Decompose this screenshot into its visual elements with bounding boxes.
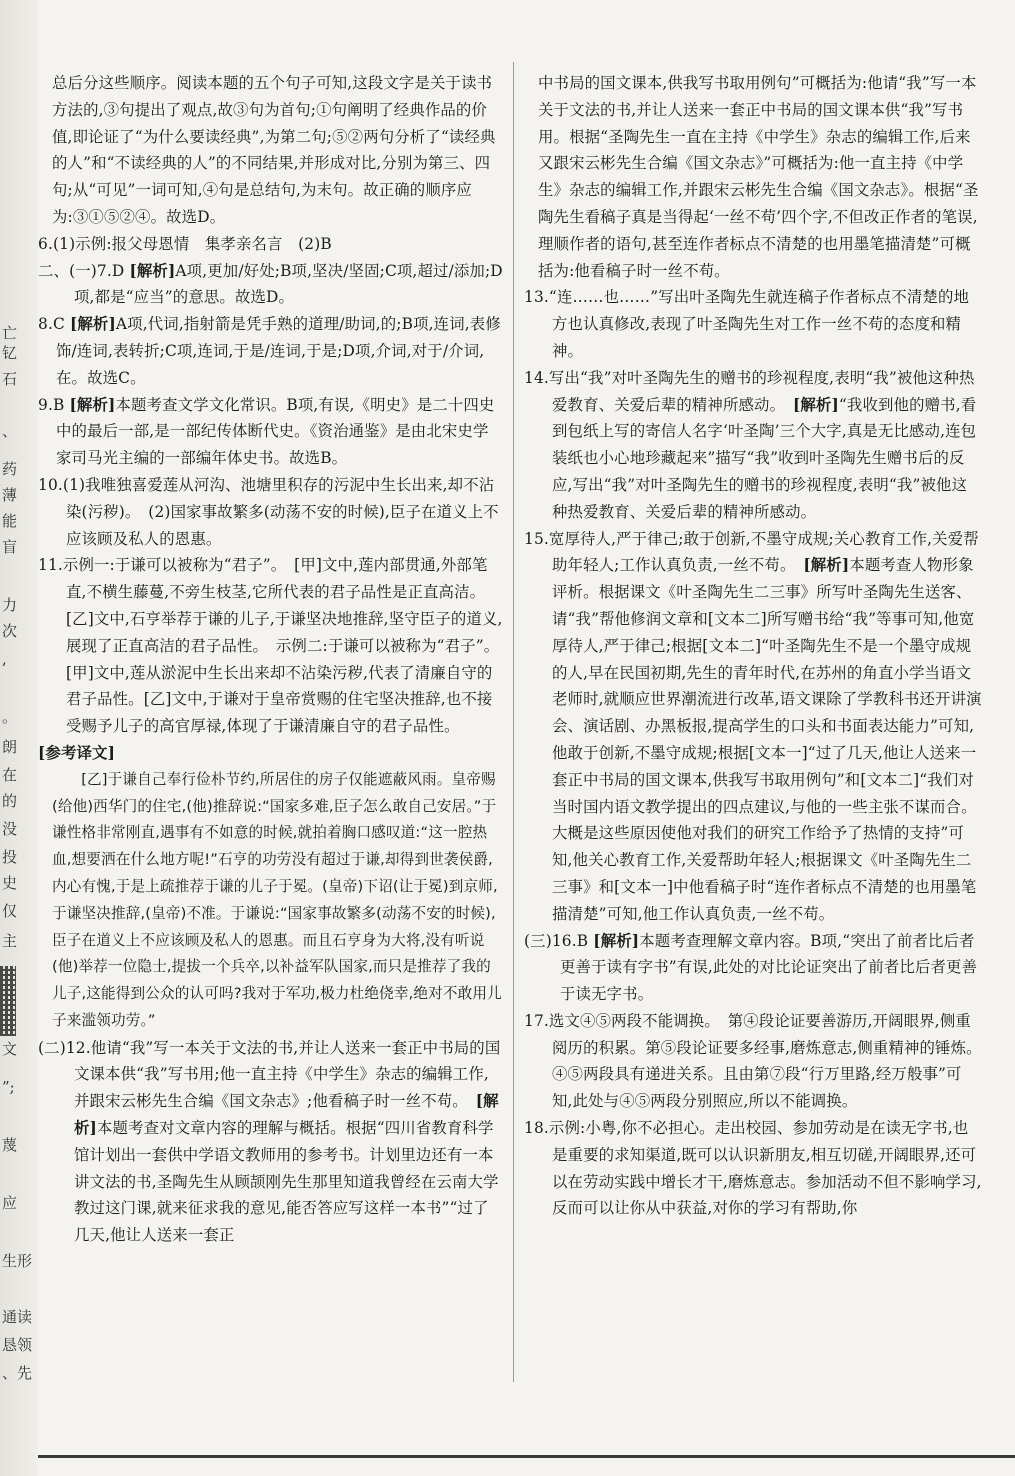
answer-text: 本题考查人物形象评析。根据课文《叶圣陶先生二三事》所写叶圣陶先生送客、请“我”帮他修润文章和[文本二]所写赠书给“我”等事可知,他宽厚待人,严于律己;根据[文本二]“叶圣陶先生不是一个墨守成规的人,早在民国初期,先生的青年时代,在苏州的角直小学当语文老师时,就顺应世界潮流进行改革,语文课除了学教科书还开讲演会、演话剧、办黑板报,提高学生的口头和书面表达能力”可知,他敢于创新,不墨守成规;根据[文本一]“过了几天,他让人送来一套正中书局的国文课本,供我写书取用例句”和[文本二]“我们对当时国内语文教学提出的四点建议,与他的一些主张不谋而合。大概是这些原因使他对我们的研究工作给予了热情的支持”可知,他关心教育工作,关爱帮助年轻人;根据课文《叶圣陶先生二三事》和[文本一]中他看稿子时“连作者标点不清楚的也用墨笔描清楚”可知,他工作认真负责,一丝不苟。 — [552, 556, 982, 923]
answer-q9 — [38, 392, 504, 472]
answer-text: 本题考查对文章内容的理解与概括。根据“四川省教育科学馆计划出一套供中学语文教师用的参考书。计划里边还有一本讲文法的书,圣陶先生从顾颉刚先生那里知道我曾经在云南大学教过这门课,就来征求我的意见,能否答应写这样一本书”“过了几天,他让人送来一套正 — [74, 1119, 499, 1245]
gutter-char: 主 — [2, 932, 18, 950]
analysis-tag: [解析] — [69, 315, 116, 334]
answer-column-left — [38, 70, 508, 1249]
answer-q13: 13.“连……也……”写出叶圣陶先生就连稿子作者标点不清楚的地方也认真修改,表现了叶圣陶先生对工作一丝不苟的态度和精神。 — [524, 288, 970, 360]
analysis-tag: [解析] — [593, 931, 640, 950]
answer-continuation: 总后分这些顺序。阅读本题的五个句子可知,这段文字是关于读书方法的,③句提出了观点,故③句为首句;①句阐明了经典作品的价值,即论证了“为什么要读经典”,为第二句;⑤②两句分析了“读经典的人”和“不读经典的人”的不同结果,并形成对比,分别为第三、四句;从“可见”一词可知,④句是总结句,为末句。故正确的顺序应为:③①⑤②④。故选D。 — [52, 74, 496, 226]
answer-text: 本题考查理解文章内容。B项,“突出了前者比后者更善于读有字书”有误,此处的对比论证突出了前者比后者更善于读无字书。 — [560, 931, 978, 1004]
answer-q17: 17.选文④⑤两段不能调换。 第④段论证要善游历,开阔眼界,侧重阅历的积累。第⑤段论证要多经事,磨炼意志,侧重精神的锤炼。④⑤两段具有递进关系。且由第⑦段“行万里路,经万般事”可知,此处与④⑤两段分别照应,所以不能调换。 — [524, 1011, 982, 1111]
gutter-char: 应 — [2, 1194, 18, 1212]
gutter-char: 蔑 — [2, 1136, 18, 1154]
answer-q8 — [38, 311, 504, 391]
gutter-char: 药 — [2, 460, 18, 478]
answer-q10: 10.(1)我唯独喜爱莲从河沟、池塘里积存的污泥中生长出来,却不沾染(污秽)。 (2)国家事故繁多(动荡不安的时候),臣子在道义上不应该顾及私人的恩惠。 — [38, 475, 499, 548]
column-divider — [513, 62, 514, 1382]
gutter-char: 石 — [2, 370, 18, 388]
answer-number: 9.B — [38, 395, 70, 414]
analysis-tag: [解析] — [129, 261, 176, 280]
answer-q7 — [38, 258, 504, 312]
answer-text: “我收到他的赠书,看到包纸上写的寄信人名字‘叶圣陶’三个大字,真是无比感动,连包装纸也小心地珍藏起来”描写“我”收到叶圣陶先生赠书后的反应,写出“我”对叶圣陶先生的赠书的珍视程度,表明“我”被他这种热爱教育、关爱后辈的精神所感动。 — [552, 395, 977, 521]
translation-text: [乙]于谦自己奉行俭朴节约,所居住的房子仅能遮蔽风雨。皇帝赐(给他)西华门的住宅,(他)推辞说:“国家多难,臣子怎么敢自己安居。”于谦性格非常刚直,遇事有不如意的时候,就拍着胸口感叹道:“这一腔热血,想要洒在什么地方呢!”石亨的功劳没有超过于谦,却得到世袭侯爵,内心有愧,于是上疏推荐于谦的儿子于冕。(皇帝)下诏(让于冕)到京师,于谦坚决推辞,(皇帝)不准。于谦说:“国家事故繁多(动荡不安的时候),臣子在道义上不应该顾及私人的恩惠。而且石亨身为大将,没有听说(他)举荐一位隐士,提拔一个兵卒,以补益军队国家,而只是推荐了我的儿子,这能得到公众的认可吗?我对于军功,极力杜绝侥幸,绝对不敢用儿子来滥领功劳。” — [52, 770, 502, 1029]
gutter-char: 次 — [2, 622, 18, 640]
page-bottom-rule — [38, 1455, 1015, 1458]
answer-column-right — [524, 70, 982, 1222]
answer-q6: 6.(1)示例:报父母恩情 集孝亲名言 (2)B — [38, 234, 332, 253]
answer-text: 14.写出“我”对叶圣陶先生的赠书的珍视程度,表明“我”被他这种热爱教育、关爱后辈的精神所感动。 — [524, 368, 975, 414]
gutter-char: 史 — [2, 874, 18, 892]
analysis-tag: [解析] — [69, 395, 116, 414]
answer-text: A项,代词,指射箭是凭手熟的道理/助词,的;B项,连词,表修饰/连词,表转折;C项,连词,于是/连词,于是;D项,介词,对于/介词,在。故选C。 — [56, 315, 501, 387]
analysis-tag: [解析] — [803, 556, 850, 575]
gutter-char: 仅 — [2, 902, 18, 920]
answer-q16 — [524, 928, 982, 1008]
answer-number: (三)16.B — [524, 931, 594, 950]
left-gutter-bleed — [0, 0, 38, 1476]
analysis-tag: [解析] — [74, 1092, 499, 1138]
translation-heading: [参考译文] — [38, 743, 116, 762]
analysis-tag: [解析] — [792, 395, 839, 414]
gutter-char: 恳领 — [2, 1336, 33, 1354]
qr-code-icon — [0, 966, 16, 1036]
gutter-char: 朗 — [2, 738, 18, 756]
gutter-char: 没 — [2, 820, 18, 838]
gutter-char: 、 — [2, 422, 18, 440]
gutter-char: 、先 — [2, 1364, 33, 1382]
answer-q11: 11.示例一:于谦可以被称为“君子”。 [甲]文中,莲内部贯通,外部笔直,不横生藤蔓,不旁生枝茎,它所代表的君子品性是正直高洁。[乙]文中,石亨举荐于谦的儿子,于谦坚决地推辞,坚守臣子的道义,展现了正直高洁的君子品性。 示例二:于谦可以被称为“君子”。 [甲]文中,莲从淤泥中生长出来却不沾染污秽,代表了清廉自守的君子品性。[乙]文中,于谦对于皇帝赏赐的住宅坚决推辞,也不接受赐予儿子的高官厚禄,体现了于谦清廉自守的君子品性。 — [38, 556, 508, 736]
answer-continuation: 中书局的国文课本,供我写书取用例句”可概括为:他请“我”写一本关于文法的书,并让人送来一套正中书局的国文课本供“我”写书用。根据“圣陶先生一直在主持《中学生》杂志的编辑工作,后来又跟宋云彬先生合编《国文杂志》”可概括为:他一直主持《中学生》杂志的编辑工作,并跟宋云彬先生合编《国文杂志》。根据“圣陶先生看稿子真是当得起‘一丝不苟’四个字,不但改正作者的笔误,理顺作者的语句,甚至连作者标点不清楚的也用墨笔描清楚”可概括为:他看稿子时一丝不苟。 — [538, 74, 979, 280]
gutter-char: 能 — [2, 512, 18, 530]
answer-q14 — [524, 365, 982, 526]
gutter-char: 亡 — [2, 324, 18, 342]
answer-number: 二、(一)7.D — [38, 261, 130, 280]
gutter-char: 在 — [2, 766, 18, 784]
gutter-char: , — [2, 650, 7, 668]
gutter-char: 钇 — [2, 344, 18, 362]
gutter-char: 盲 — [2, 538, 18, 556]
gutter-char: 生形 — [2, 1252, 33, 1270]
answer-text: 本题考查文学文化常识。B项,有误,《明史》是二十四史中的最后一部,是一部纪传体断代史。《资治通鉴》是由北宋史学家司马光主编的一部编年体史书。故选B。 — [56, 395, 495, 468]
gutter-char: 通读 — [2, 1308, 33, 1326]
gutter-char: ”; — [2, 1078, 15, 1096]
gutter-char: 力 — [2, 596, 18, 614]
gutter-char: 投 — [2, 848, 18, 866]
answer-text: (二)12.他请“我”写一本关于文法的书,并让人送来一套正中书局的国文课本供“我”写书用;他一直主持《中学生》杂志的编辑工作,并跟宋云彬先生合编《国文杂志》;他看稿子时一丝不苟。 — [38, 1038, 501, 1111]
answer-text: A项,更加/好处;B项,坚决/坚固;C项,超过/添加;D项,都是“应当”的意思。故选D。 — [74, 261, 503, 307]
answer-q12 — [38, 1035, 504, 1249]
gutter-char: 的 — [2, 792, 18, 810]
answer-number: 8.C — [38, 315, 70, 334]
answer-text: 15.宽厚待人,严于律己;敢于创新,不墨守成规;关心教育工作,关爱帮助年轻人;工作认真负责,一丝不苟。 — [524, 529, 979, 575]
answer-q15 — [524, 526, 982, 928]
gutter-char: 。 — [2, 708, 18, 726]
answer-q18: 18.示例:小粤,你不必担心。走出校园、参加劳动是在读无字书,也是重要的求知渠道,既可以认识新朋友,相互切磋,开阔眼界,还可以在劳动实践中增长才干,磨炼意志。参加活动不但不影响学习,反而可以让你从中获益,对你的学习有帮助,你 — [524, 1119, 982, 1218]
gutter-char: 薄 — [2, 486, 18, 504]
gutter-char: 文 — [2, 1040, 18, 1058]
